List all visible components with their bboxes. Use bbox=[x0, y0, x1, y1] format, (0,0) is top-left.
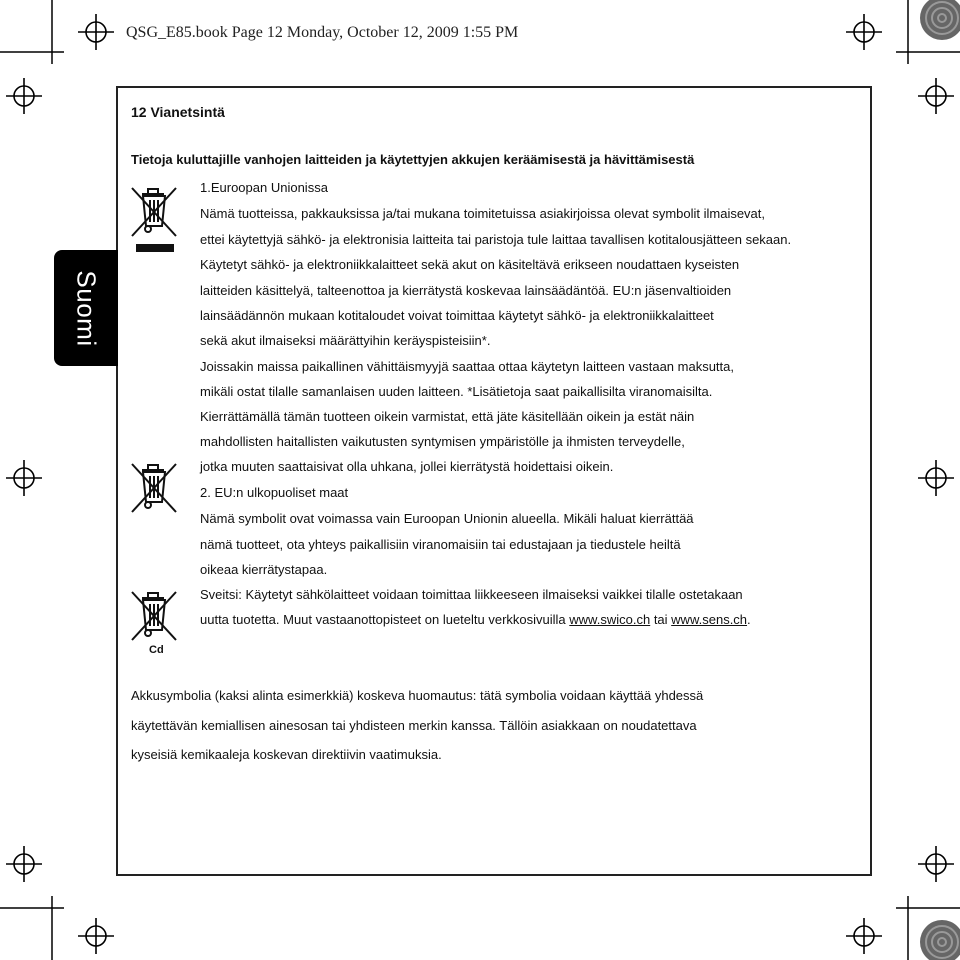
main-heading: Tietoja kuluttajille vanhojen laitteiden ja käytettyjen akkujen keräämisestä ja hävittämisestä bbox=[131, 152, 695, 167]
registration-mark bbox=[6, 78, 42, 114]
registration-mark bbox=[78, 14, 114, 50]
print-header: QSG_E85.book Page 12 Monday, October 12, 2009 1:55 PM bbox=[126, 24, 519, 41]
crossed-out-wheelie-bin-icon bbox=[128, 184, 180, 256]
swico-link[interactable]: www.swico.ch bbox=[569, 612, 651, 627]
registration-mark bbox=[918, 460, 954, 496]
body-line: ettei käytettyjä sähkö- ja elektronisia laitteita tai paristoja tule laittaa tavallisen kotitalousjätteen sekaan. bbox=[200, 232, 792, 247]
swiss-line-suffix: . bbox=[747, 612, 751, 627]
body-line: sekä akut ilmaiseksi määrättyihin keräyspisteisiin*. bbox=[200, 333, 491, 348]
body-line: Kierrättämällä tämän tuotteen oikein varmistat, että jäte käsitellään oikein ja estät näin bbox=[200, 409, 695, 424]
sens-link[interactable]: www.sens.ch bbox=[671, 612, 748, 627]
body-line: Nämä tuotteissa, pakkauksissa ja/tai mukana toimitetuissa asiakirjoissa olevat symbolit ilmaisevat, bbox=[200, 206, 766, 221]
swiss-line-prefix: uutta tuotetta. Muut vastaanottopisteet on lueteltu verkkosivuilla bbox=[200, 612, 570, 627]
crossed-out-wheelie-bin-icon bbox=[128, 588, 180, 644]
body-line: Joissakin maissa paikallinen vähittäismyyjä saattaa ottaa käytetyn laitteen vastaan maksutta, bbox=[200, 359, 734, 374]
body-line: 2. EU:n ulkopuoliset maat bbox=[200, 485, 349, 500]
battery-note-line: kyseisiä kemikaaleja koskevan direktiivin vaatimuksia. bbox=[131, 747, 442, 762]
registration-mark bbox=[846, 14, 882, 50]
body-line: 1.Euroopan Unionissa bbox=[200, 180, 328, 195]
registration-mark bbox=[846, 918, 882, 954]
body-line: mahdollisten haitallisten vaikutusten syntymisen ympäristölle ja ihmisten terveydelle, bbox=[200, 434, 685, 449]
side-tab-label: Suomi bbox=[71, 269, 102, 347]
registration-mark bbox=[6, 460, 42, 496]
color-target-bottom-right bbox=[920, 920, 960, 960]
body-line: mikäli ostat tilalle samanlaisen uuden laitteen. *Lisätietoja saat paikallisilta viranomaisilta. bbox=[200, 384, 713, 399]
section-title: 12 Vianetsintä bbox=[131, 104, 225, 120]
body-line: oikeaa kierrätystapaa. bbox=[200, 562, 328, 577]
body-line: nämä tuotteet, ota yhteys paikallisiin viranomaisiin tai edustajaan ja tiedustele heiltä bbox=[200, 537, 681, 552]
body-line: laitteiden käsittelyä, talteenottoa ja kierrätystä koskevaa lainsäädäntöä. EU:n jäsenvaltioiden bbox=[200, 283, 732, 298]
swiss-recycling-line bbox=[200, 612, 751, 628]
registration-mark bbox=[6, 846, 42, 882]
swiss-line-middle: tai bbox=[650, 612, 672, 627]
body-line: lainsäädännön mukaan kotitaloudet voivat toimittaa käytetyt sähkö- ja elektroniikkalaitteet bbox=[200, 308, 714, 323]
battery-note-line: Akkusymbolia (kaksi alinta esimerkkiä) koskeva huomautus: tätä symbolia voidaan käyttää yhdessä bbox=[131, 688, 704, 703]
registration-mark bbox=[918, 78, 954, 114]
language-side-tab bbox=[54, 250, 118, 366]
battery-note-line: käytettävän kemiallisen ainesosan tai yhdisteen merkin kanssa. Tällöin asiakkaan on noudatettava bbox=[131, 718, 697, 733]
color-target-top-right bbox=[920, 0, 960, 40]
body-line: jotka muuten saattaisivat olla uhkana, jollei kierrätystä hoidettaisi oikein. bbox=[200, 459, 614, 474]
cd-symbol-label: Cd bbox=[149, 644, 164, 656]
registration-mark bbox=[78, 918, 114, 954]
body-line: Käytetyt sähkö- ja elektroniikkalaitteet sekä akut on käsiteltävä erikseen noudattaen kyseisten bbox=[200, 257, 740, 272]
body-line: Sveitsi: Käytetyt sähkölaitteet voidaan toimittaa liikkeeseen ilmaiseksi vaikkei tilalle ostetakaan bbox=[200, 587, 743, 602]
body-line: Nämä symbolit ovat voimassa vain Euroopan Unionin alueella. Mikäli haluat kierrättää bbox=[200, 511, 694, 526]
registration-mark bbox=[918, 846, 954, 882]
crossed-out-wheelie-bin-icon bbox=[128, 460, 180, 516]
